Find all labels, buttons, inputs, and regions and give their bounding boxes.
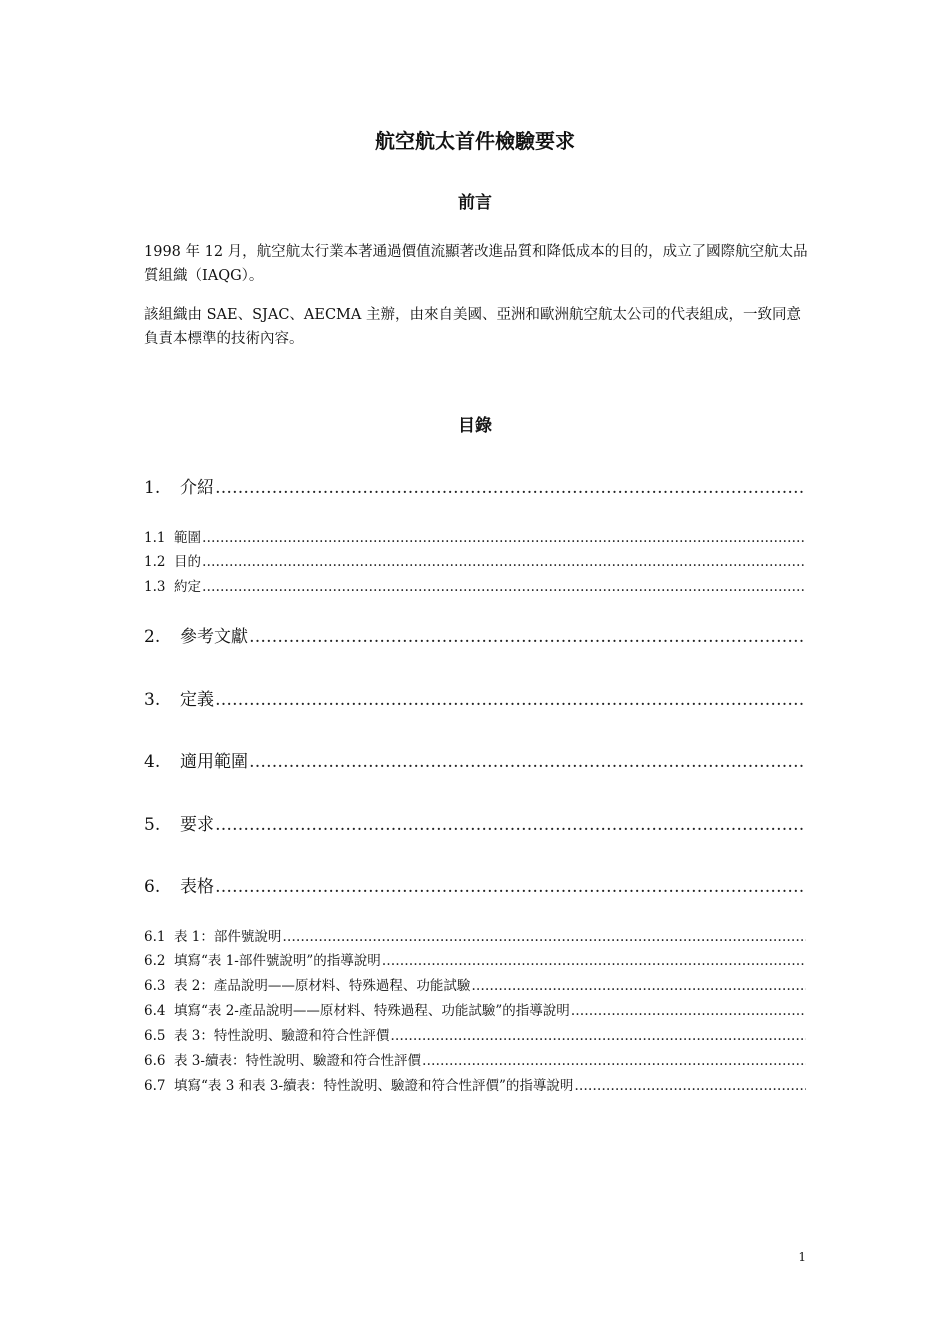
toc-leader-dots	[574, 1075, 806, 1097]
toc-leader-dots	[215, 812, 806, 838]
toc-entry-number: 1.2	[144, 554, 166, 570]
toc-entry	[144, 812, 806, 838]
toc-leader-dots	[202, 551, 806, 573]
toc-leader-dots	[202, 576, 806, 598]
toc-entry-label: 要求	[180, 815, 214, 835]
toc-heading: 目錄	[458, 416, 492, 436]
toc-entry	[144, 576, 806, 598]
toc-entry-label: 適用範圍	[180, 752, 248, 772]
toc-entry-label: 表格	[180, 877, 214, 897]
toc-entry-number: 6.3	[144, 978, 166, 994]
toc-entry	[144, 975, 806, 997]
page-number: 1	[798, 1250, 806, 1264]
preface-paragraph-2: 該組織由 SAE、SJAC、AECMA 主辦，由來自美國、亞洲和歐洲航空航太公司的代表組成，一致同意負責本標準的技術內容。	[144, 307, 801, 347]
toc-entry-label: 填寫“表 1-部件號說明”的指導說明	[174, 953, 381, 969]
toc-entry-number: 6.6	[144, 1053, 166, 1069]
toc-leader-dots	[282, 926, 806, 948]
toc-entry-label: 填寫“表 3 和表 3-續表：特性說明、驗證和符合性評價”的指導說明	[174, 1078, 574, 1094]
toc-entry-label: 介紹	[180, 478, 214, 498]
toc-leader-dots	[249, 749, 806, 775]
toc-entry-number: 6.1	[144, 929, 166, 945]
toc-entry	[144, 1050, 806, 1072]
toc-entry-number: 2.	[144, 627, 161, 647]
toc-entry-label: 表 3：特性說明、驗證和符合性評價	[174, 1028, 390, 1044]
toc-entry-number: 6.4	[144, 1003, 166, 1019]
toc-entry	[144, 624, 806, 650]
toc-entry	[144, 1025, 806, 1047]
toc-entry-number: 1.	[144, 478, 161, 498]
toc-entry-label: 表 2：產品說明——原材料、特殊過程、功能試驗	[174, 978, 471, 994]
toc-leader-dots	[215, 874, 806, 900]
toc-entry-label: 參考文獻	[180, 627, 248, 647]
toc-entry-label: 表 1：部件號說明	[174, 929, 282, 945]
toc-entry	[144, 687, 806, 713]
toc-entry-label: 表 3-續表：特性說明、驗證和符合性評價	[174, 1053, 421, 1069]
toc-entry-label: 填寫“表 2-產品說明——原材料、特殊過程、功能試驗”的指導說明	[174, 1003, 570, 1019]
toc-leader-dots	[202, 527, 806, 549]
toc-leader-dots	[422, 1050, 806, 1072]
toc-entry	[144, 749, 806, 775]
preface-heading: 前言	[458, 193, 492, 213]
toc-entry-label: 定義	[180, 690, 214, 710]
toc-entry	[144, 475, 806, 501]
toc-entry-number: 3.	[144, 690, 161, 710]
toc-leader-dots	[471, 975, 806, 997]
toc-entry-label: 約定	[174, 579, 201, 595]
toc-entry-number: 6.	[144, 877, 161, 897]
toc-entry-label: 目的	[174, 554, 201, 570]
toc-entry-number: 5.	[144, 815, 161, 835]
toc-entry	[144, 527, 806, 549]
toc-entry-number: 6.7	[144, 1078, 166, 1094]
toc-entry-number: 1.1	[144, 530, 166, 546]
toc-entry	[144, 1075, 806, 1097]
toc-leader-dots	[249, 624, 806, 650]
toc-entry-number: 6.2	[144, 953, 166, 969]
toc-leader-dots	[390, 1025, 806, 1047]
toc-entry	[144, 926, 806, 948]
document-title: 航空航太首件檢驗要求	[375, 129, 575, 153]
toc-leader-dots	[571, 1000, 806, 1022]
toc-entry-number: 6.5	[144, 1028, 166, 1044]
toc-leader-dots	[215, 687, 806, 713]
preface-paragraph-1: 1998 年 12 月，航空航太行業本著通過價值流顯著改進品質和降低成本的目的，成立了國際航空航太品質組織（IAQG）。	[144, 244, 808, 284]
toc-leader-dots	[215, 475, 806, 501]
toc-entry-label: 範圍	[174, 530, 201, 546]
toc-entry-number: 4.	[144, 752, 161, 772]
toc-entry	[144, 950, 806, 972]
toc-entry	[144, 874, 806, 900]
toc-leader-dots	[382, 950, 806, 972]
toc-entry	[144, 551, 806, 573]
toc-entry-number: 1.3	[144, 579, 166, 595]
toc-entry	[144, 1000, 806, 1022]
